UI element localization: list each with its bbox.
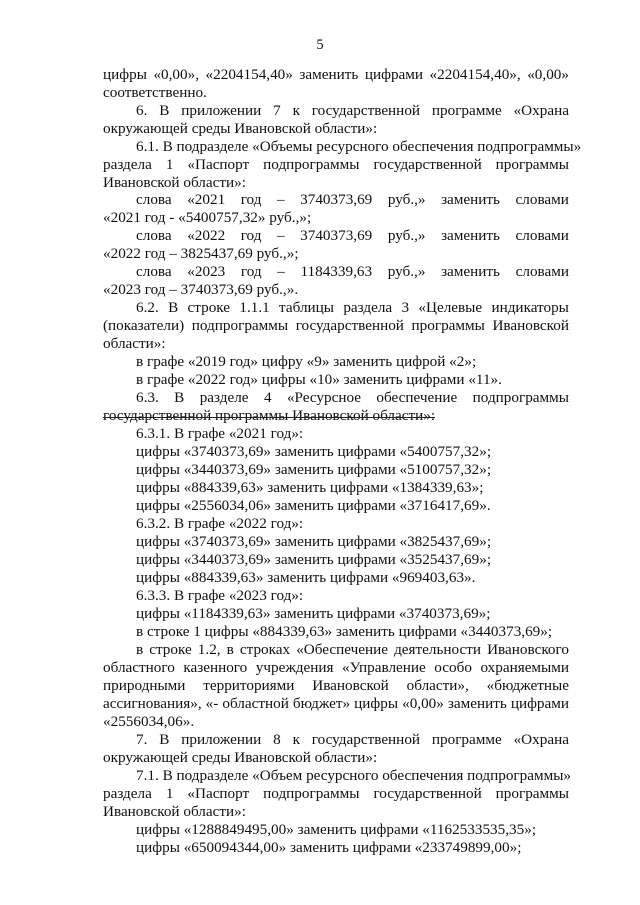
line-5: 6.1. В подразделе «Объемы ресурсного обеспечения подпрограммы» [136, 138, 582, 155]
line-18: в графе «2022 год» цифры «10» заменить цифрами «11». [136, 371, 502, 388]
line-13: «2023 год – 3740373,69 руб.,». [103, 281, 299, 298]
struck-text: государственной программы Ивановской области»: [103, 407, 436, 424]
line-20 [103, 407, 569, 424]
line-16: области»: [103, 335, 166, 352]
line-28: цифры «3440373,69» заменить цифрами «3525437,69»; [136, 551, 492, 568]
line-2: соответственно. [103, 84, 207, 101]
line-32: в строке 1 цифры «884339,63» заменить цифрами «3440373,69»; [136, 623, 553, 640]
line-17: в графе «2019 год» цифру «9» заменить цифрой «2»; [136, 353, 477, 370]
page-number: 5 [316, 37, 324, 53]
line-6: раздела 1 «Паспорт подпрограммы государственной программы [103, 156, 569, 173]
line-15: (показатели) подпрограммы государственной программы Ивановской [103, 317, 569, 334]
line-34: областного казенного учреждения «Управление особо охраняемыми [103, 659, 569, 676]
line-37: «2556034,06». [103, 713, 195, 730]
line-14: 6.2. В строке 1.1.1 таблицы раздела 3 «Целевые индикаторы [136, 299, 569, 316]
line-23: цифры «3440373,69» заменить цифрами «5100757,32»; [136, 461, 492, 478]
line-10: слова «2022 год – 3740373,69 руб.,» заменить словами [136, 227, 569, 244]
line-11: «2022 год – 3825437,69 руб.,»; [103, 245, 299, 262]
line-19: 6.3. В разделе 4 «Ресурсное обеспечение подпрограммы [136, 389, 569, 406]
line-31: цифры «1184339,63» заменить цифрами «3740373,69»; [136, 605, 491, 622]
line-27: цифры «3740373,69» заменить цифрами «3825437,69»; [136, 533, 492, 550]
line-8: слова «2021 год – 3740373,69 руб.,» заменить словами [136, 191, 569, 208]
line-24: цифры «884339,63» заменить цифрами «1384339,63»; [136, 479, 484, 496]
line-38: 7. В приложении 8 к государственной программе «Охрана [136, 731, 569, 748]
line-1: цифры «0,00», «2204154,40» заменить цифрами «2204154,40», «0,00» [103, 66, 569, 83]
line-22: цифры «3740373,69» заменить цифрами «5400757,32»; [136, 443, 492, 460]
line-4: окружающей среды Ивановской области»: [103, 120, 378, 137]
line-35: природными территориями Ивановской области», «бюджетные [103, 677, 569, 694]
line-42: Ивановской области»: [103, 803, 246, 820]
line-40: 7.1. В подразделе «Объем ресурсного обеспечения подпрограммы» [136, 767, 572, 784]
line-7: Ивановской области»: [103, 174, 246, 191]
line-25: цифры «2556034,06» заменить цифрами «3716417,69». [136, 497, 491, 514]
line-26: 6.3.2. В графе «2022 год»: [136, 515, 304, 532]
line-44: цифры «650094344,00» заменить цифрами «233749899,00»; [136, 839, 522, 856]
line-29: цифры «884339,63» заменить цифрами «969403,63». [136, 569, 476, 586]
line-36: ассигнования», «- областной бюджет» цифры «0,00» заменить цифрами [103, 695, 569, 712]
line-3: 6. В приложении 7 к государственной программе «Охрана [136, 102, 569, 119]
line-33: в строке 1.2, в строках «Обеспечение деятельности Ивановского [136, 641, 569, 658]
line-9: «2021 год - «5400757,32» руб.,»; [103, 209, 312, 226]
line-41: раздела 1 «Паспорт подпрограммы государственной программы [103, 785, 569, 802]
line-21: 6.3.1. В графе «2021 год»: [136, 425, 304, 442]
line-30: 6.3.3. В графе «2023 год»: [136, 587, 304, 604]
line-43: цифры «1288849495,00» заменить цифрами «1162533535,35»; [136, 821, 537, 838]
line-12: слова «2023 год – 1184339,63 руб.,» заменить словами [136, 263, 569, 280]
line-39: окружающей среды Ивановской области»: [103, 749, 378, 766]
